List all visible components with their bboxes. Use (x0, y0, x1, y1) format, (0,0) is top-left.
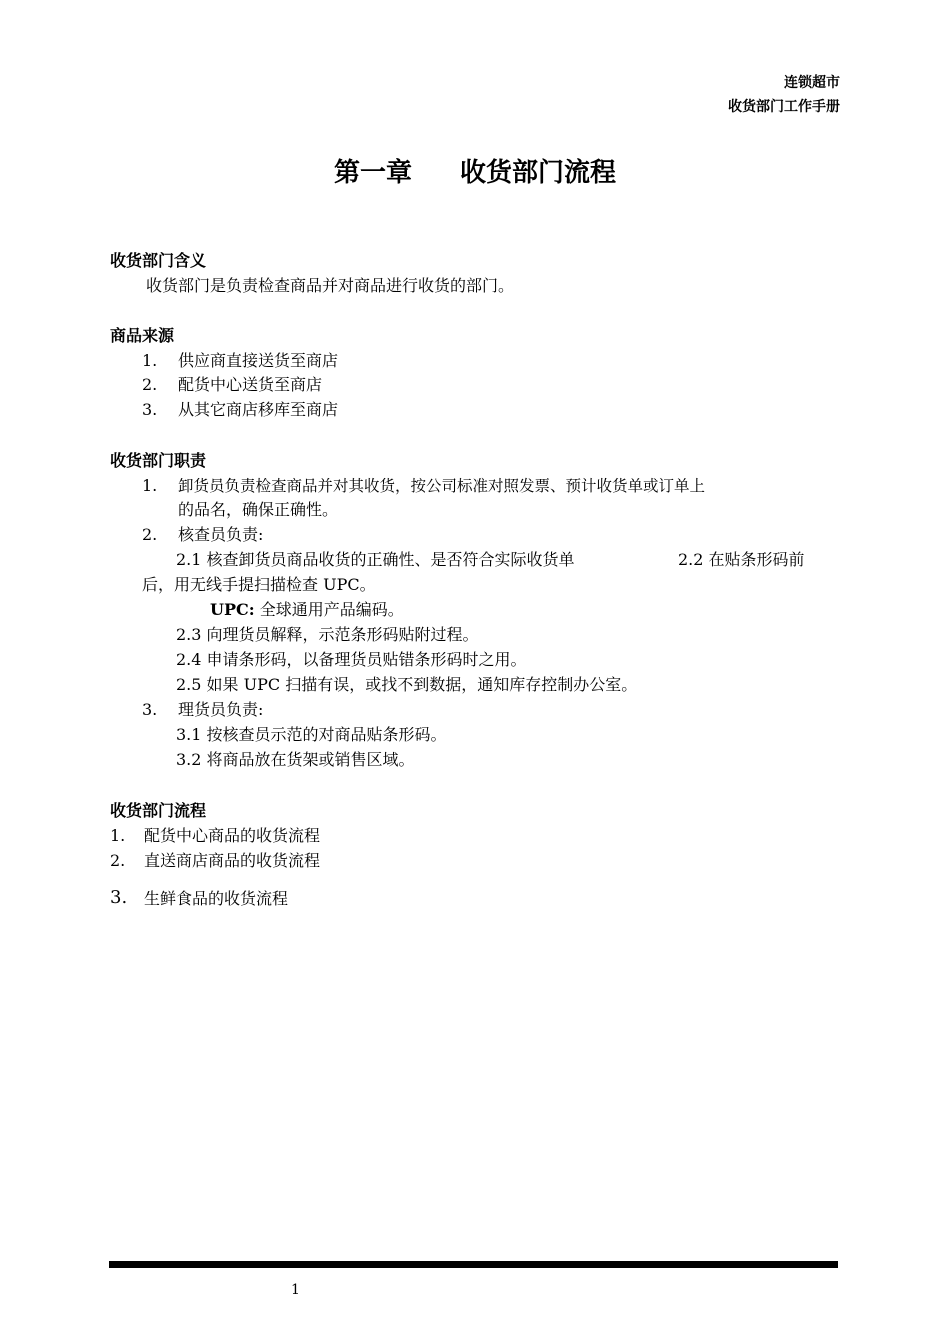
upc-def-text: 全球通用产品编码。 (254, 600, 404, 619)
duty-stocker-label: 理货员负责: (178, 700, 264, 719)
list-number: 2. (142, 525, 158, 544)
header-company: 连锁超市 (784, 75, 840, 91)
section-heading-duties: 收货部门职责 (110, 451, 207, 470)
section-heading-sources: 商品来源 (110, 326, 175, 345)
list-number: 2. (142, 375, 158, 394)
list-number: 3. (142, 700, 158, 719)
header-manual-title: 收货部门工作手册 (728, 99, 840, 115)
list-item: 配货中心商品的收货流程 (144, 826, 321, 845)
duty-checker-2-5: 2.5 如果 UPC 扫描有误，或找不到数据，通知库存控制办公室。 (176, 675, 638, 694)
chapter-name: 收货部门流程 (460, 158, 617, 188)
upc-term: UPC: (210, 600, 255, 619)
list-item: 供应商直接送货至商店 (178, 351, 339, 370)
list-number: 1. (142, 351, 158, 370)
chapter-number: 第一章 (333, 158, 412, 188)
duty-checker-2-1: 2.1 核查卸货员商品收货的正确性、是否符合实际收货单 (176, 550, 575, 569)
list-number: 3. (110, 887, 128, 908)
duty-stocker-3-1: 3.1 按核查员示范的对商品贴条形码。 (176, 725, 447, 744)
definition-text: 收货部门是负责检查商品并对商品进行收货的部门。 (146, 276, 515, 295)
list-item: 配货中心送货至商店 (178, 375, 323, 394)
list-item: 生鲜食品的收货流程 (144, 889, 289, 908)
duty-checker-2-2: 2.2 在贴条形码前 (678, 550, 805, 569)
duty-checker-2-4: 2.4 申请条形码，以备理货员贴错条形码时之用。 (176, 650, 527, 669)
duty-checker-label: 核查员负责: (178, 525, 264, 544)
upc-definition (210, 600, 404, 620)
duty-stocker-3-2: 3.2 将商品放在货架或销售区域。 (176, 750, 415, 769)
duty-checker-2-3: 2.3 向理货员解释，示范条形码贴附过程。 (176, 625, 479, 644)
list-item: 直送商店商品的收货流程 (144, 851, 321, 870)
chapter-title (0, 152, 950, 189)
footer-rule (109, 1261, 838, 1268)
duty-unloader-line1: 卸货员负责检查商品并对其收货，按公司标准对照发票、预计收货单或订单上 (178, 477, 706, 495)
list-number: 2. (110, 851, 126, 870)
list-number: 3. (142, 400, 158, 419)
duty-checker-2-2-cont: 后，用无线手提扫描检查 UPC。 (142, 575, 376, 594)
list-number: 1. (142, 476, 158, 495)
list-item: 从其它商店移库至商店 (178, 400, 339, 419)
list-number: 1. (110, 826, 126, 845)
section-heading-process: 收货部门流程 (110, 801, 207, 820)
page-number: 1 (291, 1282, 300, 1298)
duty-unloader-line2: 的品名，确保正确性。 (178, 500, 339, 519)
section-heading-definition: 收货部门含义 (110, 251, 207, 270)
